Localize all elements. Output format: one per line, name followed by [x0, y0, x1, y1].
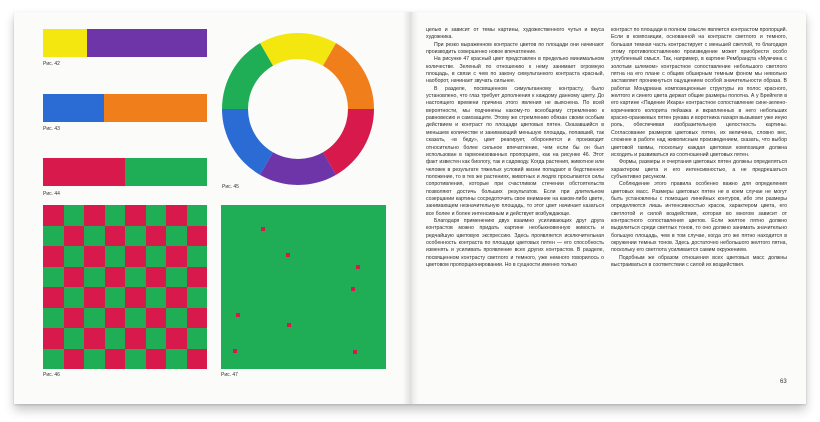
ring-segment-red [323, 109, 374, 175]
paragraph: целью и зависит от темы картины, художественного чутья и вкуса художника. [426, 27, 604, 41]
checker-cell [125, 246, 146, 267]
checker-cell [166, 349, 187, 370]
paragraph: контраст по площади в полном смысле является контрастом пропорций. Если в композиции, основанной на контрасте светлого и темного, большая темная часть контрастирует с меньшей светлой, то благодаря этому противопоставлению произведение может приобрести особо углубленный смысл. Так, например, в картине Рембрандта «Мужчина с золотым шлемом» контрастное сопоставление небольшого светлого пятна на его плане с общим обширным темным фоном мы невольно заставляет проникнуться ощущением особой значительности образа. В работах Мондриана композиционные структуры из полос красного, желтого и синего цвета держат общие размеры полотна. А у Брейгеля в его картине «Падение Икара» контрастное сопоставление сине-зелено-коричневого колорита пейзажа и вкрапленных в него небольших красно-оранжевых пятен рукава и воротника пахаря вызывает уже иную роль, обеспечивая изобразительную целостность картины. Согласование размеров цветовых пятен, их величина, словно вес, сложнее в работе над живописным произведением, сказать, что выбор цветовой гаммы, поскольку каждая цветовая композиция должна исходить и развиваться из соотношений цветовых пятен. [611, 27, 787, 158]
checker-cell [125, 226, 146, 247]
red-dot [356, 265, 360, 269]
checker-cell [125, 308, 146, 329]
fig43-orange-segment [104, 94, 207, 122]
checker-cell [105, 246, 126, 267]
checker-cell [105, 328, 126, 349]
fig47-green-field [221, 205, 386, 369]
checker-cell [105, 349, 126, 370]
checker-cell [166, 287, 187, 308]
checker-cell [146, 205, 167, 226]
fig43-blue-segment [43, 94, 104, 122]
fig42-yellow-segment [43, 29, 87, 57]
checker-cell [64, 328, 85, 349]
checker-cell [187, 349, 208, 370]
checker-cell [43, 287, 64, 308]
paragraph: Подобным же образом отношения всех цветовых масс должны выстраиваться в соответствии с силой их воздействия. [611, 254, 787, 268]
book-spine [403, 12, 419, 404]
checker-cell [187, 267, 208, 288]
checker-cell [146, 349, 167, 370]
checker-cell [43, 246, 64, 267]
checker-cell [84, 349, 105, 370]
fig42-bar [43, 29, 207, 57]
checker-cell [43, 328, 64, 349]
checker-cell [146, 226, 167, 247]
paragraph: Соблюдение этого правила особенно важно для определения цветовых масс. Размеры цветовых пятен не в коем случае не могут быть установлены с помощью линейных контуров, ибо эти размеры определяются лишь интенсивностью красок, характером цвета, его светлотой и силой воздействия, которая во многом зависит от контрастного сопоставления цветов. Если желтое пятно должно выделиться среди светлых тонов, то оно должно занимать значительно большую площадь, чем в том случае, когда это же пятно находится в окружении темных тонов. Здесь достаточно небольшого желтого пятна, поскольку его светлота усиливается самим окружением. [611, 181, 787, 254]
red-dot [353, 350, 357, 354]
red-dot [351, 287, 355, 291]
paragraph: При резко выраженном контрасте цветов по площади они начинают производить совершенно новое впечатление. [426, 41, 604, 56]
text-column-1 [426, 27, 604, 377]
fig46-checkerboard [43, 205, 207, 369]
checker-cell [187, 246, 208, 267]
checker-cell [187, 308, 208, 329]
checker-cell [166, 226, 187, 247]
ring-segment-blue [222, 109, 273, 175]
checker-cell [125, 287, 146, 308]
checker-cell [125, 349, 146, 370]
checker-cell [166, 246, 187, 267]
checker-cell [84, 267, 105, 288]
checker-cell [125, 328, 146, 349]
checker-cell [125, 267, 146, 288]
ring-segment-violet [260, 152, 336, 185]
checker-cell [146, 308, 167, 329]
checker-cell [84, 308, 105, 329]
checker-cell [166, 308, 187, 329]
checker-cell [43, 267, 64, 288]
checker-cell [84, 205, 105, 226]
checker-cell [84, 246, 105, 267]
fig47-caption: Рис. 47 [221, 372, 238, 378]
fig42-violet-segment [87, 29, 207, 57]
red-dot [261, 227, 265, 231]
fig44-caption: Рис. 44 [43, 191, 60, 197]
red-dot [286, 253, 290, 257]
checker-cell [105, 287, 126, 308]
checker-cell [43, 308, 64, 329]
checker-cell [105, 205, 126, 226]
checker-cell [187, 287, 208, 308]
fig45-caption: Рис. 45 [222, 184, 239, 190]
checker-cell [64, 308, 85, 329]
checker-cell [166, 205, 187, 226]
checker-cell [187, 328, 208, 349]
fig45-color-ring [218, 29, 378, 189]
checker-cell [146, 328, 167, 349]
red-dot [236, 313, 240, 317]
checker-cell [64, 349, 85, 370]
fig42-caption: Рис. 42 [43, 61, 60, 67]
checker-cell [64, 205, 85, 226]
fig43-bar [43, 94, 207, 122]
page-number: 63 [780, 379, 787, 385]
ring-segment-green [222, 43, 273, 109]
paragraph: Благодаря применению двух взаимно усиливающих друг друга контрастов можно придать картине необыкновенную живость и редчайшую цветовую экспрессию. Здесь проявляется исключительная особенность контраста по площади цветовых пятен — его способность изменять и усиливать проявление всех других контрастов. В разделе, посвященном контрасту светлого и темного, уже немного говорилось о цветовом пропорционировании. Но в сущности именно только [426, 217, 604, 268]
ring-segment-yellow [260, 33, 336, 66]
checker-cell [166, 267, 187, 288]
checker-cell [84, 328, 105, 349]
checker-cell [166, 328, 187, 349]
checker-cell [146, 287, 167, 308]
checker-cell [187, 226, 208, 247]
ring-segment-orange [323, 43, 374, 109]
fig44-bar [43, 158, 207, 186]
fig44-red-segment [43, 158, 125, 186]
checker-cell [146, 246, 167, 267]
checker-cell [43, 349, 64, 370]
checker-cell [84, 226, 105, 247]
checker-cell [64, 287, 85, 308]
paragraph: На рисунке 47 красный цвет представлен в предельно минимальном количестве. Зеленый по отношению к нему занимает огромную площадь, в связи с чем по закону симультанного контраста красный, наоборот, начинает звучать сильнее. [426, 56, 604, 85]
fig43-caption: Рис. 43 [43, 126, 60, 132]
checker-cell [105, 226, 126, 247]
fig44-green-segment [125, 158, 207, 186]
paragraph: В разделе, посвященном симультанному контрасту, было установлено, что глаз требует дополнения к каждому данному цвету. До настоящего времени причина этого явления не выяснена. По всей вероятности, мы подчинены какому-то всеобщему стремлению к равновесию и самозащите. Этому же стремлению обязан своим особым действием и контраст по площади цветовых пятен. Оказавшийся в меньшем количестве и занимающий меньшую площадь, попавший, так сказать, «в беду», цвет реагирует, обороняется и производит относительно более сильное впечатление, чем если бы он был использован в гармонизованных пропорциях, как на рисунке 46. Этот факт известен как биологу, так и садоводу. Когда растения, животное или человек в результате тяжелых условий жизни попадают в бедственное положение, то в тех же растениях, животных и людях просыпаются силы сопротивления, которые при счастливом стечении обстоятельств позволяют достичь больших результатов. Если при длительном созерцании картины сосредоточить свое внимание на каком-либо цвете, занимающем незначительную площадь, то этот цвет начинает казаться все более и более интенсивным и действует возбуждающе. [426, 85, 604, 217]
checker-cell [125, 205, 146, 226]
checker-cell [105, 308, 126, 329]
checker-cell [84, 287, 105, 308]
checker-cell [64, 267, 85, 288]
checker-cell [146, 267, 167, 288]
checker-cell [64, 226, 85, 247]
checker-cell [43, 226, 64, 247]
red-dot [287, 323, 291, 327]
paragraph: Формы, размеры и очертания цветовых пятен должны определяться характером цвета и его интенсивностью, а не предрешаться субъективно рисунком. [611, 159, 787, 180]
checker-cell [105, 267, 126, 288]
text-column-2 [611, 27, 787, 377]
fig46-caption: Рис. 46 [43, 372, 60, 378]
red-dot [233, 349, 237, 353]
checker-cell [43, 205, 64, 226]
checker-cell [187, 205, 208, 226]
checker-cell [64, 246, 85, 267]
